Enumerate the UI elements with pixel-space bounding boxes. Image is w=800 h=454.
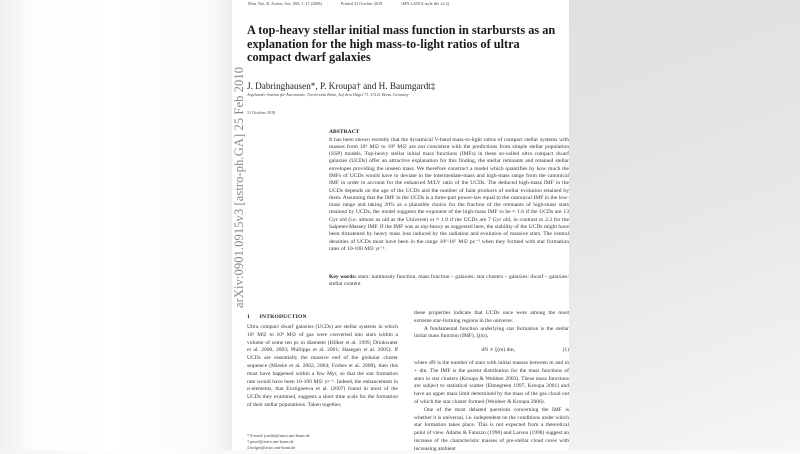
- column-right: [414, 310, 569, 454]
- background-right: [569, 0, 800, 450]
- section-heading: [247, 314, 307, 320]
- affiliation: Argelander-Institut für Astronomie, Universität Bonn, Auf dem Hügel 71, 53121 Bonn, Germany: [247, 92, 409, 97]
- footnotes: [247, 433, 310, 451]
- equation-body: dN ∝ ξ(m) dm,: [481, 347, 516, 354]
- keywords-text: stars: luminosity function, mass function – galaxies: star clusters – galaxies: dwarf – galaxies: stellar content: [329, 274, 570, 288]
- keywords: [329, 274, 569, 289]
- equation-number: (1): [562, 347, 569, 354]
- footnote: † pavel@astro.uni-bonn.de: [247, 439, 294, 444]
- background-left: [0, 0, 232, 450]
- style-info: (MN LATEX style file v2.2): [401, 1, 450, 6]
- running-header: [248, 1, 467, 6]
- paper-title: A top-heavy stellar initial mass function in starbursts as an explanation for the high mass-to-light ratios of ultra compact dwarf galaxies: [247, 23, 556, 65]
- arxiv-stamp: [226, 66, 246, 308]
- arxiv-stamp-text: arXiv:0901.0915v3 [astro-ph.GA] 25 Feb 2010: [232, 66, 246, 308]
- section-number: 1: [247, 314, 250, 320]
- footnote: * E-mail: joedab@astro.uni-bonn.de: [247, 433, 310, 438]
- paragraph: One of the most debated questions concerning the IMF is whether it is universal, i.e. independent on the conditions under which star formation takes place. This is not expected from a theoretical point of view. Adams & Fatuzzo (1996) and Larson (1998) suggest an increase of the characteristic masses of pre-stellar cloud cores with increasing ambient: [414, 406, 569, 452]
- authors: J. Dabringhausen*, P. Kroupa† and H. Baumgardt‡: [247, 81, 436, 91]
- keywords-label: Key words:: [329, 274, 357, 280]
- journal-info: Mon. Not. R. Astron. Soc. 000, 1–17 (2008): [248, 1, 322, 6]
- section-title: INTRODUCTION: [259, 314, 307, 320]
- paragraph: these properties indicate that UCDs once were among the most extreme star-forming regions in the universe.: [414, 310, 569, 324]
- equation: [414, 347, 569, 355]
- printed-date: Printed 31 October 2018: [340, 1, 383, 6]
- paragraph: Ultra compact dwarf galaxies (UCDs) are stellar systems in which 10⁶ M⊙ to 10⁸ M⊙ of gas were converted into stars within a volume of some ten pc in diameter (Hilker et al. 1999; Drinkwater et al. 2000, 2003; Phillipps et al. 2001; Hasegan et al. 2005). If UCDs are essentially the massive end of the globular cluster sequence (Mieske et al. 2002, 2004; Forbes et al. 2008), then this must have happened within a few Myr, so that the star formation rate would have been 10-100 M⊙ yr⁻¹. Indeed, the enhancement in α-elements, that Evstigneeva et al. (2007) found in most of the UCDs they examined, suggests a short time scale for the formation of their stellar populations. Taken together,: [247, 324, 398, 408]
- column-left: [247, 324, 398, 410]
- abstract: [329, 129, 569, 253]
- footnote: ‡ holger@astro.uni-bonn.de: [247, 445, 296, 450]
- abstract-text: It has been shown recently that the dynamical V-band mass-to-light ratios of compact stellar systems with masses from 10⁶ M⊙ to 10⁸ M⊙ are not consistent with the predictions from simple stellar population (SSP) models. Top-heavy stellar initial mass functions (IMFs) in these so-called ultra compact dwarf galaxies (UCDs) offer an attractive explanation for this finding, the stellar remnants and retained stellar envelopes providing the unseen mass. We therefore construct a model which quantifies by how much the IMFs of UCDs would have to deviate in the intermediate-mass and high-mass range from the canonical IMF in order to account for the enhanced M/LV ratio of the UCDs. The deduced high-mass IMF in the UCDs depends on the age of the UCDs and the number of faint products of stellar evolution retained by them. Assuming that the IMF in the UCDs is a three-part power-law equal to the canonical IMF in the low-mass range and taking 20% as a plausible choice for the fraction of the remnants of high-mass stars retained by UCDs, the model suggests the exponent of the high-mass IMF to be ≈ 1.6 if the UCDs are 13 Gyr old (i.e. almost as old as the Universe) or ≈ 1.0 if the UCDs are 7 Gyr old, in contrast to 2.3 for the Salpeter-Massey IMF. If the IMF was as top-heavy as suggested here, the stability of the UCDs might have been threatened by heavy mass loss induced by the radiation and evolution of massive stars. The central densities of UCDs must have been in the range 10⁶-10⁷ M⊙ pc⁻³ when they formed with star formation rates of 10-100 M⊙ yr⁻¹.: [329, 136, 569, 252]
- paper-date: 31 October 2018: [247, 110, 276, 115]
- paragraph: where dN is the number of stars with initial masses between m and m + dm. The IMF is the parent distribution for the mass functions of stars in star clusters (Kroupa & Weidner 2003). These mass functions are subject to statistical scatter (Elmegreen 1997, Kroupa 2001) and have an upper mass limit determined by the mass of the gas cloud out of which the star cluster formed (Weidner & Kroupa 2006).: [414, 359, 569, 405]
- paragraph: A fundamental function underlying star formation is the stellar initial mass function (IMF), ξ(m),: [414, 325, 569, 340]
- abstract-heading: ABSTRACT: [329, 129, 360, 135]
